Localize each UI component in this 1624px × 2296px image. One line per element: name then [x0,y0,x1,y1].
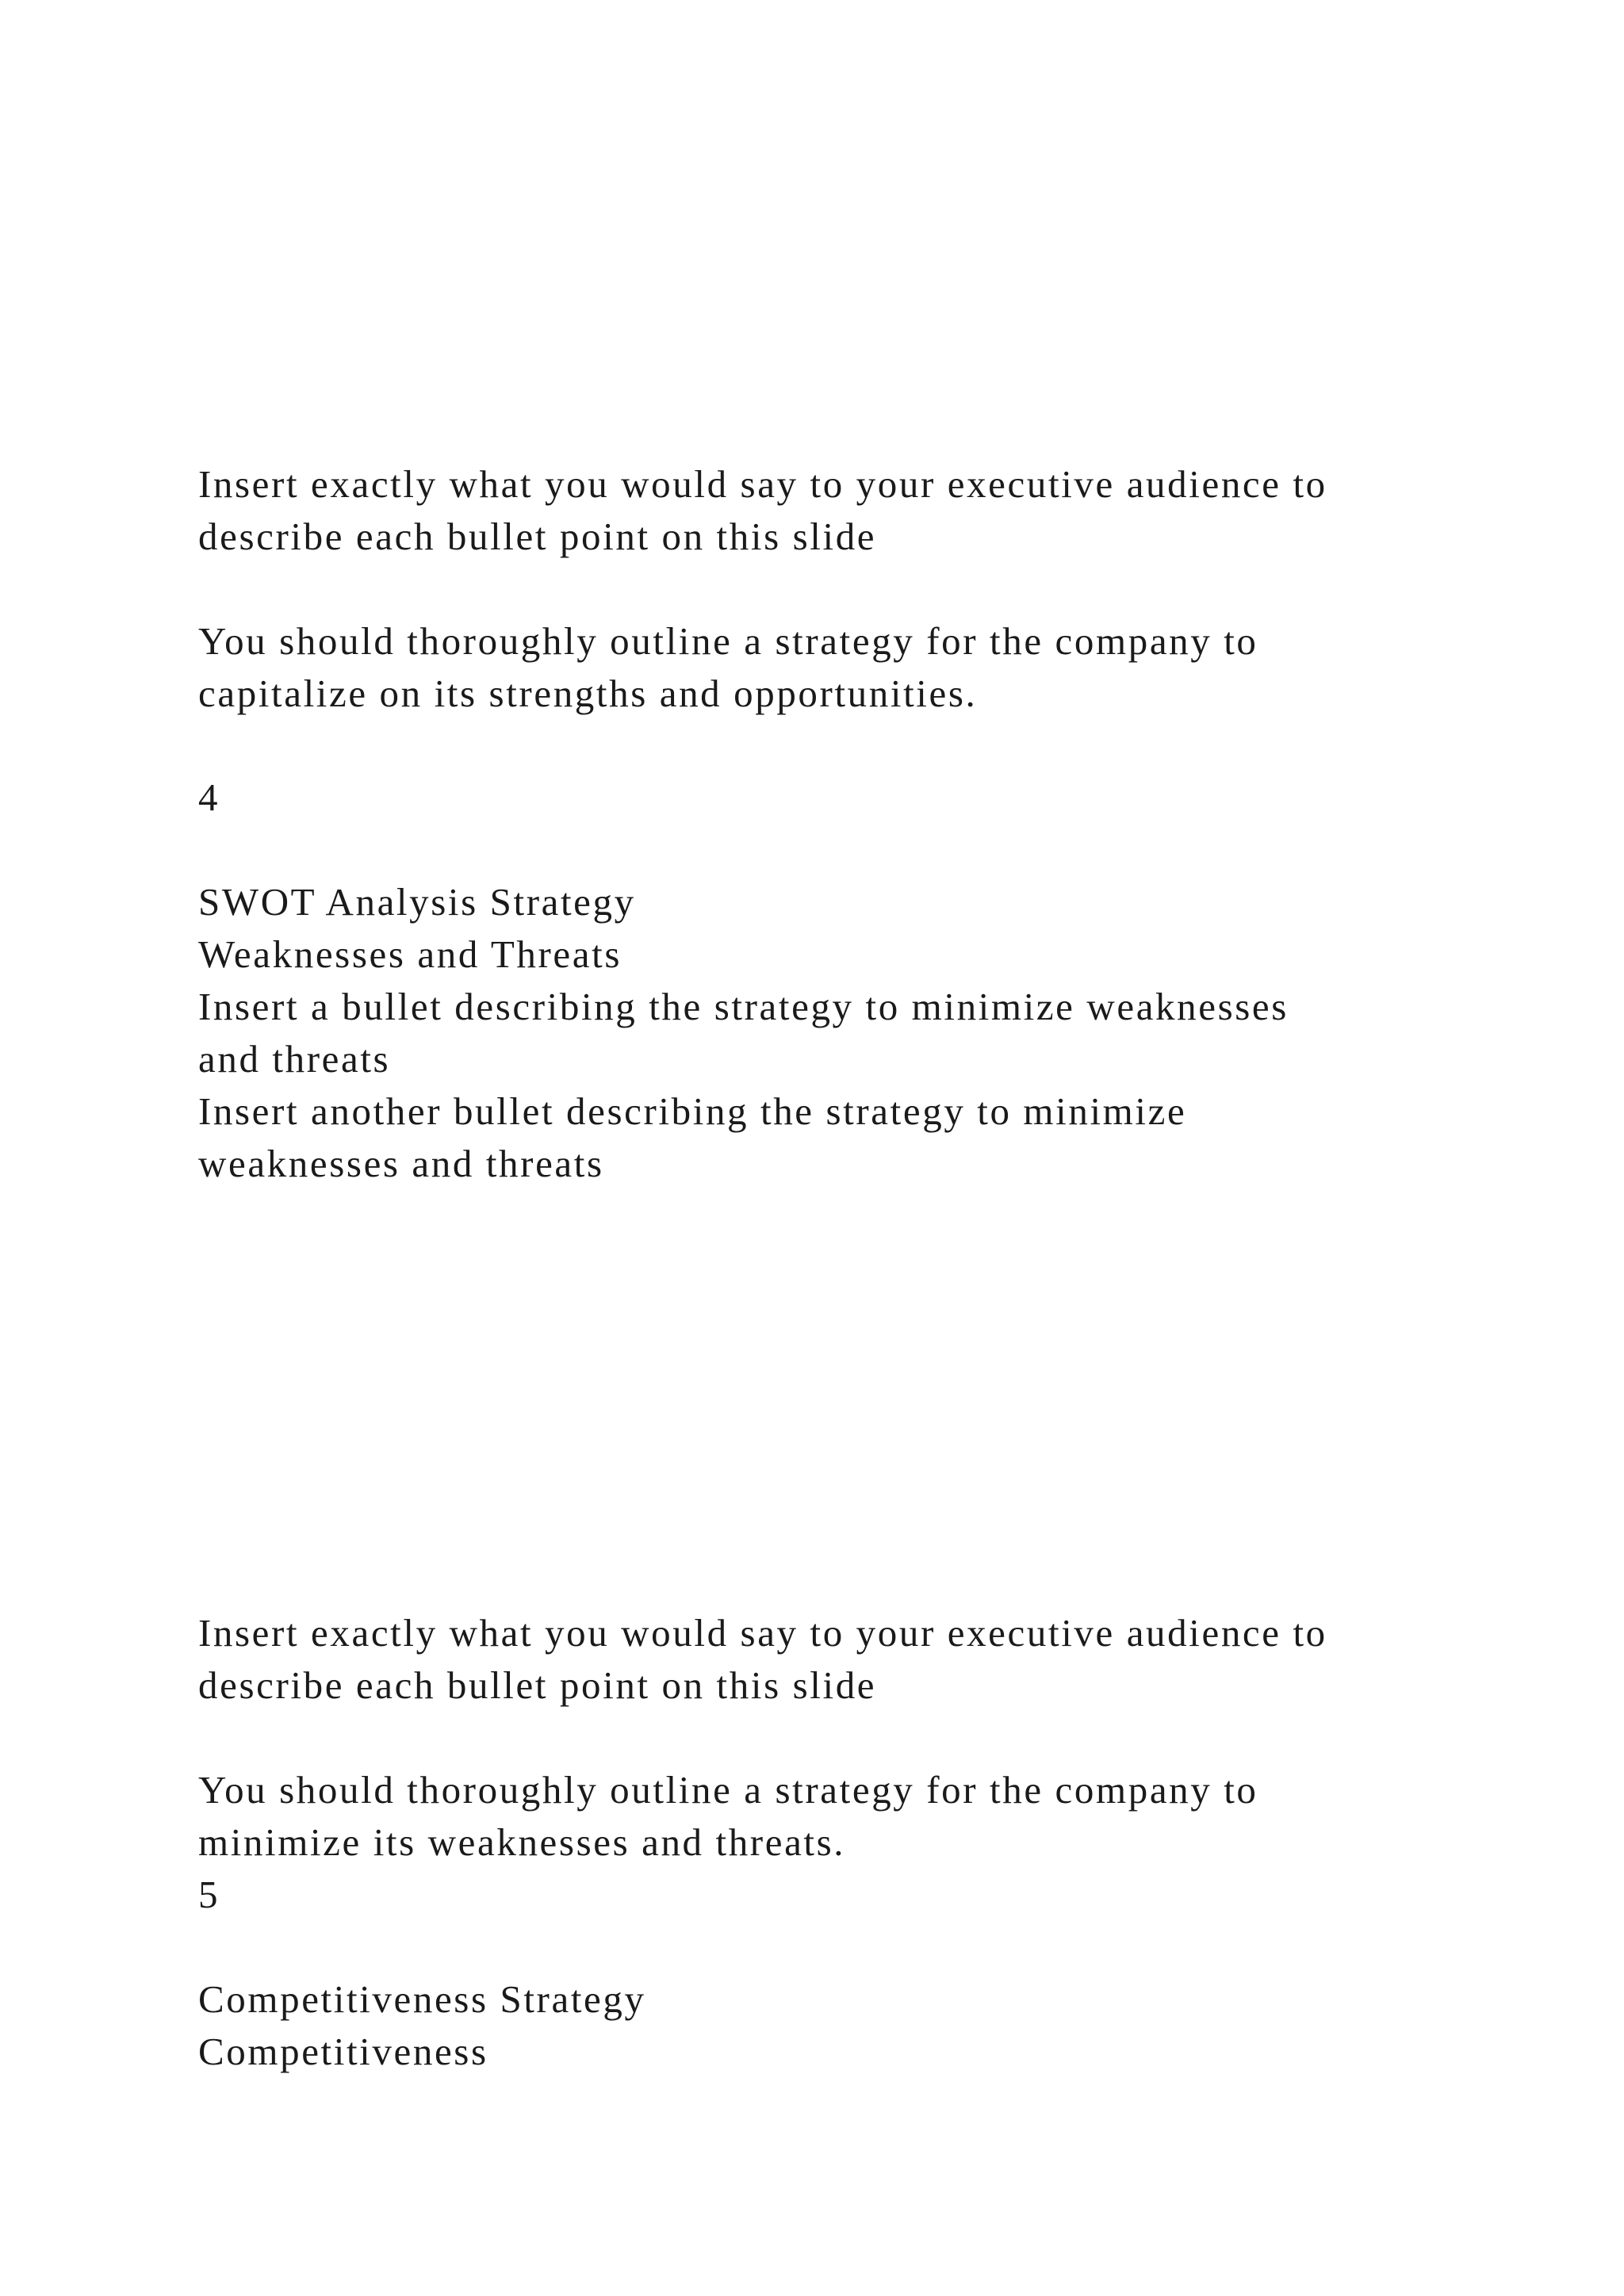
slide-title: Competitiveness Strategy [198,1977,646,2021]
speaker-notes-line: Insert exactly what you would say to your executive audience to [198,462,1327,506]
speaker-notes-line: Insert exactly what you would say to your executive audience to [198,1611,1327,1655]
slide-title: SWOT Analysis Strategy [198,880,636,924]
slide-subtitle: Weaknesses and Threats [198,932,622,976]
speaker-notes-line: describe each bullet point on this slide [198,1663,877,1707]
slide-subtitle: Competitiveness [198,2030,488,2073]
slide-number: 4 [198,775,220,819]
slide-bullet-line: Insert a bullet describing the strategy to minimize weaknesses [198,985,1289,1028]
slide-number: 5 [198,1873,220,1916]
slide-bullet-line: weaknesses and threats [198,1142,604,1185]
speaker-notes-line: describe each bullet point on this slide [198,515,877,558]
speaker-notes-line: You should thoroughly outline a strategy for the company to [198,619,1258,663]
slide-bullet-line: and threats [198,1037,391,1081]
speaker-notes-line: You should thoroughly outline a strategy for the company to [198,1768,1258,1812]
speaker-notes-line: minimize its weaknesses and threats. [198,1820,846,1864]
speaker-notes-line: capitalize on its strengths and opportunities. [198,672,978,715]
slide-bullet-line: Insert another bullet describing the strategy to minimize [198,1089,1187,1133]
